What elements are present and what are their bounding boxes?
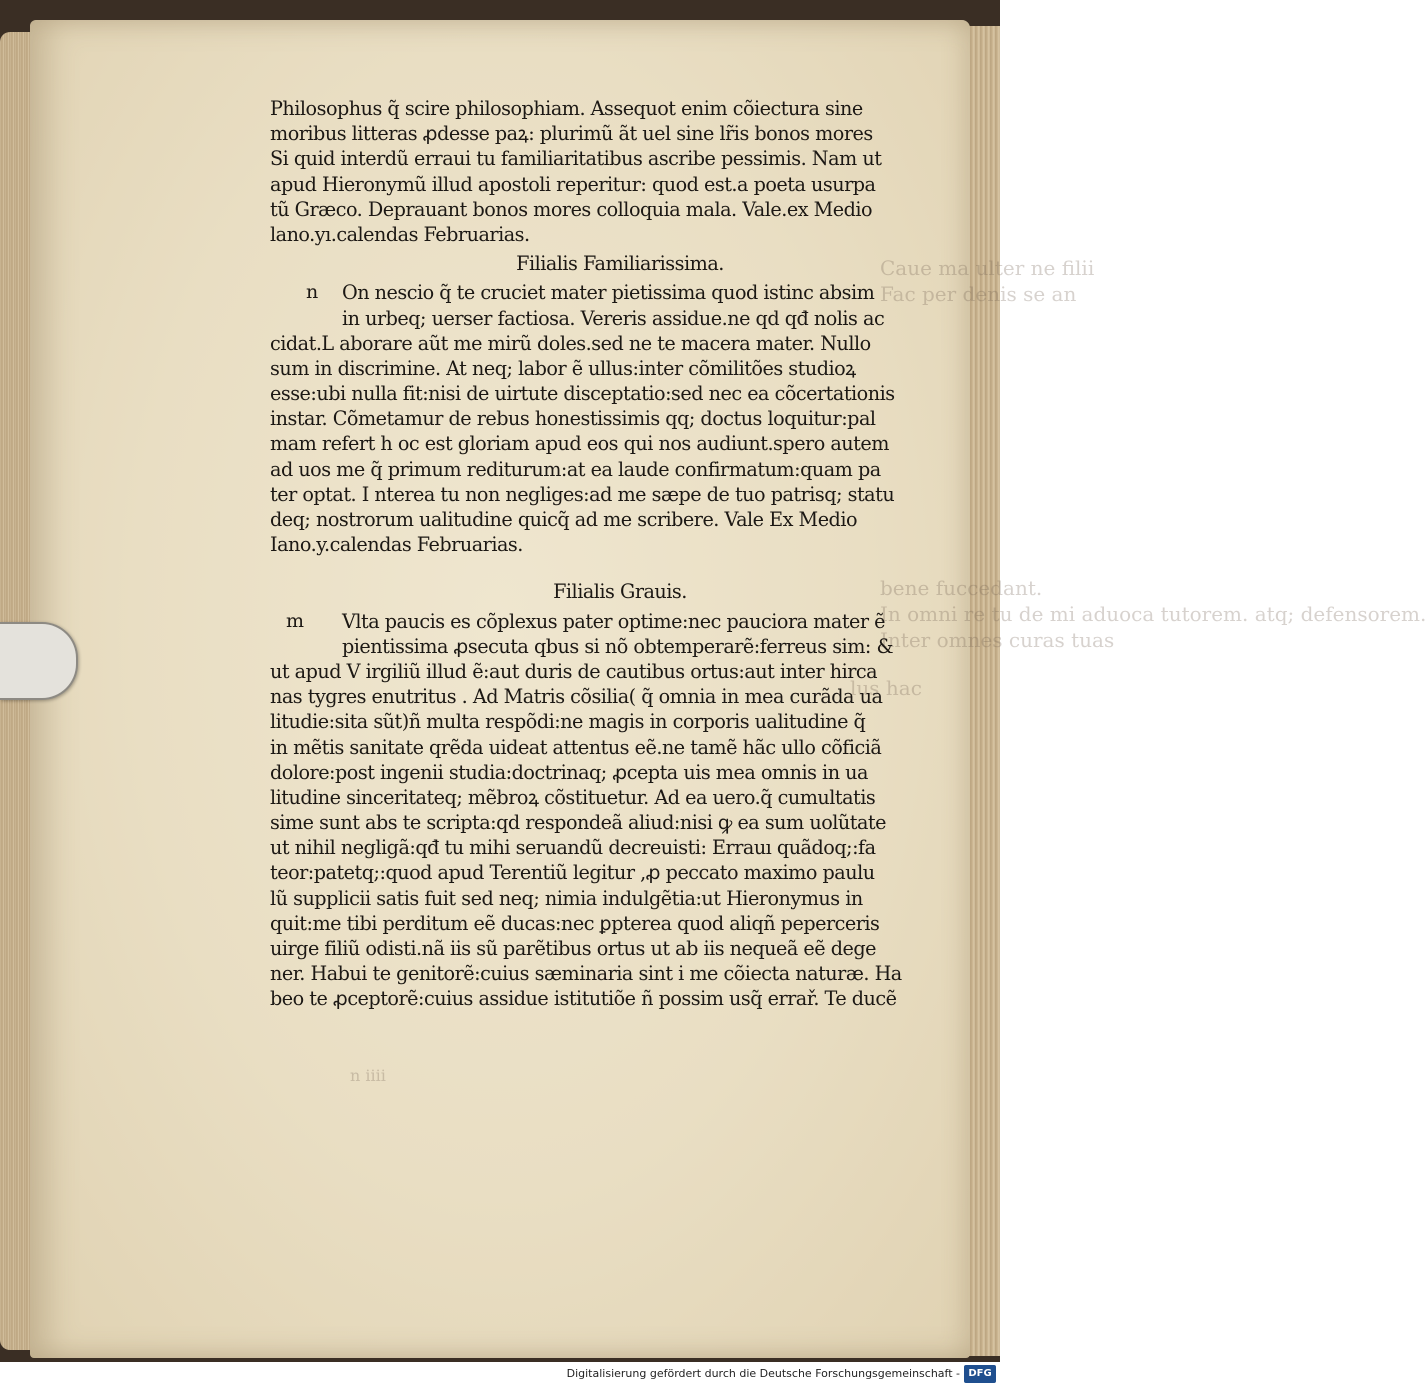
text-line: in mẽtis sanitate qrẽda uideat attentus eẽ.ne tamẽ hãc ullo cõficiã — [270, 735, 882, 759]
text-line: lano.yı.calendas Februarias. — [270, 222, 530, 246]
text-line: esse:ubi nulla fit:nisi de uirtute disceptatio:sed nec ea cõcertationis — [270, 382, 895, 406]
text-line: lũ supplicii satis fuit sed neq; nimia indulgẽtia:ut Hieronymus in — [270, 886, 863, 910]
text-line: tũ Græco. Deprauant bonos mores colloquia mala. Vale.ex Medio — [270, 197, 873, 221]
show-through-text: Caue ma ulter ne filii — [880, 256, 1095, 280]
text-line: sime sunt abs te scripta:qd respondeã aliud:nisi ꝙ ea sum uolũtate — [270, 811, 886, 835]
page-text — [270, 96, 910, 1012]
text-line: pientissima ꝓsecuta qbus si nõ obtemperarẽ:ferreus sim: & — [342, 634, 894, 658]
letter-body — [270, 280, 910, 557]
show-through-text: lus hac — [850, 676, 922, 700]
text-line: instar. Cõmetamur de rebus honestissimis qq; doctus loquitur:pal — [270, 407, 876, 431]
text-line: ter optat. I nterea tu non negliges:ad me sæpe de tuo patrisq; statu — [270, 482, 895, 506]
text-line: uirge filiũ odisti.nã iis sũ parẽtibus ortus ut ab iis nequeã eẽ dege — [270, 937, 877, 960]
text-line: deq; nostrorum ualitudine quicq̃ ad me scribere. Vale Ex Medio — [270, 508, 858, 531]
show-through-text: Fac per denis se an — [880, 282, 1077, 306]
show-through-text: bene fuccedant. — [880, 576, 1043, 600]
text-line: dolore:post ingenii studia:doctrinaq; ꝓcepta uis mea omnis in ua — [270, 760, 868, 784]
text-line: teor:patetq;:quod apud Terentiũ legitur ,ꝓ peccato maximo paulu — [270, 861, 875, 885]
text-line: mam refert h oc est gloriam apud eos qui nos audiunt.spero autem — [270, 432, 889, 456]
text-line: ner. Habui te genitorẽ:cuius sæminaria sint i me cõiecta naturæ. Ha — [270, 962, 902, 986]
text-line: ut nihil negligã:qđ tu mihi seruandũ decreuisti: Errauı quãdoq;:fa — [270, 836, 876, 860]
text-line: ad uos me q̃ primum rediturum:at ea laude confirmatum:quam pa — [270, 457, 881, 481]
initial-letter: m — [286, 609, 304, 632]
dfg-logo: DFG — [964, 1365, 996, 1383]
text-line: litudine sinceritateq; mẽbroꝝ cõstituetur. Ad ea uero.q̃ cumultatis — [270, 785, 876, 809]
text-line: apud Hieronymũ illud apostoli reperitur: quod est.a poeta usurpa — [270, 172, 876, 196]
text-line: sum in discrimine. At neq; labor ẽ ullus:inter cõmilitões studioꝝ — [270, 356, 856, 380]
text-line: litudie:sita sũt)ñ multa respõdi:ne magis in corporis ualitudine q̃ — [270, 710, 866, 734]
text-line: nas tygres enutritus . Ad Matris cõsilia( q̃ omnia in mea curãda ua — [270, 685, 883, 709]
show-through-text: In omni re tu de mi aduoca tutorem. atq; defensorem. — [880, 602, 1426, 626]
text-line: in urbeq; uerser factiosa. Vereris assidue.ne qd qđ nolis ac — [342, 306, 885, 330]
letter-heading: Filialis Familiarissima. — [516, 252, 724, 276]
text-line: moribus litteras ꝓdesse paꝝ: plurimũ ãt uel sine lr̃is bonos mores — [270, 122, 873, 146]
bookmark-tab — [0, 622, 78, 700]
text-line: quit:me tibi perditum eẽ ducas:nec ꝑpterea quod aliqñ peperceris — [270, 911, 880, 935]
text-line: ut apud V irgiliũ illud ẽ:aut duris de cautibus ortus:aut inter hirca — [270, 659, 878, 683]
text-line: beo te ꝓceptorẽ:cuius assidue istitutiõe ñ possim usq̃ errař. Te ducẽ — [270, 987, 897, 1011]
initial-letter: n — [306, 281, 318, 304]
text-line: On nescio q̃ te cruciet mater pietissima quod istinc absim — [342, 281, 875, 305]
text-line: cidat.L aborare aũt me mirũ doles.sed ne te macera mater. Nullo — [270, 331, 871, 355]
digitization-credit: Digitalisierung gefördert durch die Deutsche Forschungsgemeinschaft - — [566, 1367, 960, 1380]
text-line: Si quid interdũ erraui tu familiaritatibus ascribe pessimis. Nam ut — [270, 147, 882, 171]
show-through-text: n iiii — [350, 1066, 386, 1085]
text-line: Philosophus q̃ scire philosophiam. Assequot enim cõiectura sine — [270, 97, 863, 120]
text-line: Vlta paucis es cõplexus pater optime:nec pauciora mater ẽ — [342, 609, 886, 633]
text-line: Iano.y.calendas Februarias. — [270, 533, 523, 557]
letter-body — [270, 609, 910, 1012]
show-through-text: Inter omnes curas tuas — [880, 628, 1115, 652]
letter-heading: Filialis Grauis. — [553, 580, 687, 604]
